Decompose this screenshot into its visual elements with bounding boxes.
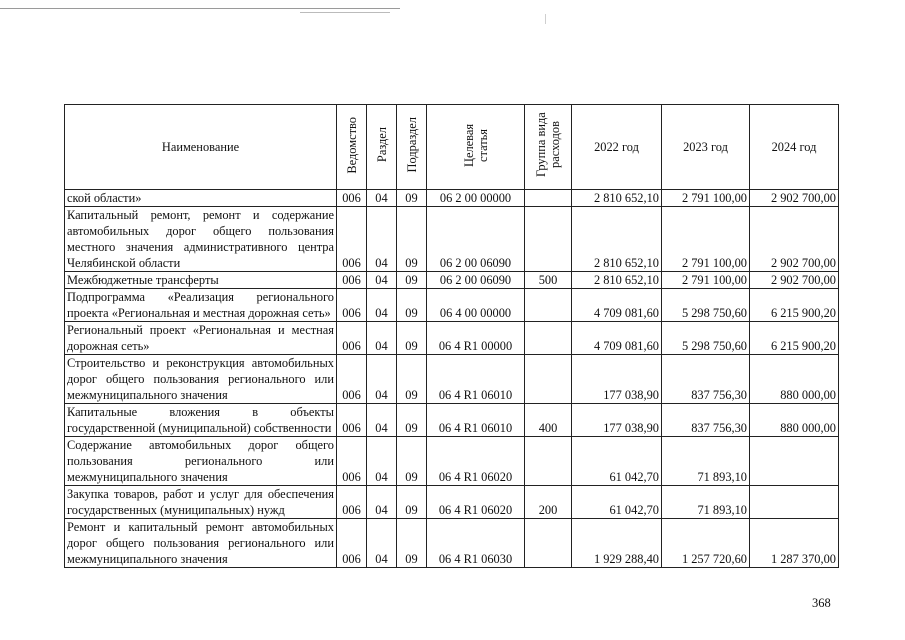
cell-razdel: 04: [367, 486, 397, 519]
cell-name: Региональный проект «Региональная и местная дорожная сеть»: [65, 322, 337, 355]
cell-name: Содержание автомобильных дорог общего пользования регионального или межмуниципального значения: [65, 437, 337, 486]
cell-razdel: 04: [367, 272, 397, 289]
cell-name: Капитальные вложения в объекты государственной (муниципальной) собственности: [65, 404, 337, 437]
budget-table: [64, 104, 839, 568]
cell-2022: 2 810 652,10: [572, 190, 662, 207]
cell-name: Подпрограмма «Реализация регионального проекта «Региональная и местная дорожная сеть»: [65, 289, 337, 322]
header-year-2024: 2024 год: [750, 105, 839, 190]
cell-2023: 837 756,30: [662, 404, 750, 437]
cell-2024: 880 000,00: [750, 404, 839, 437]
cell-razdel: 04: [367, 289, 397, 322]
cell-podrazdel: 09: [397, 404, 427, 437]
cell-podrazdel: 09: [397, 486, 427, 519]
cell-gruppa: 400: [525, 404, 572, 437]
cell-gruppa: 200: [525, 486, 572, 519]
cell-celevaya: 06 4 R1 06010: [427, 404, 525, 437]
cell-podrazdel: 09: [397, 289, 427, 322]
cell-vedomstvo: 006: [337, 322, 367, 355]
cell-podrazdel: 09: [397, 272, 427, 289]
header-year-2022: 2022 год: [572, 105, 662, 190]
cell-razdel: 04: [367, 519, 397, 568]
cell-gruppa: [525, 519, 572, 568]
header-podrazdel: Подраздел: [397, 105, 427, 190]
table-row: [65, 322, 839, 355]
cell-gruppa: [525, 207, 572, 272]
cell-vedomstvo: 006: [337, 519, 367, 568]
header-celevaya-statya: Целевая статья: [427, 105, 525, 190]
cell-celevaya: 06 4 R1 00000: [427, 322, 525, 355]
cell-podrazdel: 09: [397, 207, 427, 272]
header-gruppa-vida-rashodov: Группа вида расходов: [525, 105, 572, 190]
cell-celevaya: 06 4 R1 06020: [427, 486, 525, 519]
cell-name: Строительство и реконструкция автомобильных дорог общего пользования регионального или межмуниципального значения: [65, 355, 337, 404]
cell-vedomstvo: 006: [337, 404, 367, 437]
table-row: [65, 486, 839, 519]
cell-vedomstvo: 006: [337, 437, 367, 486]
scan-artifact-mark: [545, 14, 546, 24]
page-number: 368: [812, 596, 831, 610]
cell-2024: 1 287 370,00: [750, 519, 839, 568]
cell-gruppa: [525, 190, 572, 207]
cell-2023: 71 893,10: [662, 437, 750, 486]
cell-2022: 177 038,90: [572, 404, 662, 437]
cell-celevaya: 06 2 00 06090: [427, 272, 525, 289]
cell-2024: 6 215 900,20: [750, 322, 839, 355]
cell-celevaya: 06 4 00 00000: [427, 289, 525, 322]
cell-vedomstvo: 006: [337, 355, 367, 404]
cell-2024: 880 000,00: [750, 355, 839, 404]
header-vedomstvo: Ведомство: [337, 105, 367, 190]
cell-2022: 177 038,90: [572, 355, 662, 404]
cell-podrazdel: 09: [397, 355, 427, 404]
cell-2023: 5 298 750,60: [662, 322, 750, 355]
cell-podrazdel: 09: [397, 322, 427, 355]
cell-2022: 2 810 652,10: [572, 272, 662, 289]
cell-razdel: 04: [367, 437, 397, 486]
cell-2023: 2 791 100,00: [662, 190, 750, 207]
cell-vedomstvo: 006: [337, 190, 367, 207]
table-row: [65, 272, 839, 289]
cell-gruppa: [525, 355, 572, 404]
header-year-2023: 2023 год: [662, 105, 750, 190]
scan-artifact-line: [300, 12, 390, 13]
cell-name: ской области»: [65, 190, 337, 207]
cell-vedomstvo: 006: [337, 486, 367, 519]
cell-2024: 2 902 700,00: [750, 207, 839, 272]
cell-2022: 4 709 081,60: [572, 322, 662, 355]
cell-podrazdel: 09: [397, 519, 427, 568]
cell-celevaya: 06 4 R1 06030: [427, 519, 525, 568]
table-row: [65, 355, 839, 404]
cell-2023: 2 791 100,00: [662, 207, 750, 272]
cell-2022: 61 042,70: [572, 437, 662, 486]
table-row: [65, 519, 839, 568]
cell-name: Закупка товаров, работ и услуг для обеспечения государственных (муниципальных) нужд: [65, 486, 337, 519]
cell-razdel: 04: [367, 404, 397, 437]
header-razdel: Раздел: [367, 105, 397, 190]
cell-vedomstvo: 006: [337, 207, 367, 272]
table-row: [65, 190, 839, 207]
cell-name: Ремонт и капитальный ремонт автомобильных дорог общего пользования регионального или межмуниципального значения: [65, 519, 337, 568]
cell-2022: 61 042,70: [572, 486, 662, 519]
table-header-row: [65, 105, 839, 190]
cell-razdel: 04: [367, 190, 397, 207]
cell-2022: 4 709 081,60: [572, 289, 662, 322]
cell-2023: 5 298 750,60: [662, 289, 750, 322]
header-name: Наименование: [65, 105, 337, 190]
cell-celevaya: 06 2 00 00000: [427, 190, 525, 207]
cell-2023: 2 791 100,00: [662, 272, 750, 289]
cell-name: Капитальный ремонт, ремонт и содержание автомобильных дорог общего пользования местного значения административного центра Челябинской области: [65, 207, 337, 272]
cell-gruppa: [525, 437, 572, 486]
cell-2023: 837 756,30: [662, 355, 750, 404]
cell-2024: 2 902 700,00: [750, 272, 839, 289]
cell-2024: [750, 486, 839, 519]
cell-vedomstvo: 006: [337, 289, 367, 322]
cell-vedomstvo: 006: [337, 272, 367, 289]
cell-podrazdel: 09: [397, 437, 427, 486]
cell-2022: 2 810 652,10: [572, 207, 662, 272]
cell-name: Межбюджетные трансферты: [65, 272, 337, 289]
cell-razdel: 04: [367, 322, 397, 355]
table-row: [65, 289, 839, 322]
cell-razdel: 04: [367, 207, 397, 272]
cell-celevaya: 06 4 R1 06010: [427, 355, 525, 404]
cell-gruppa: [525, 289, 572, 322]
cell-razdel: 04: [367, 355, 397, 404]
cell-celevaya: 06 4 R1 06020: [427, 437, 525, 486]
cell-2022: 1 929 288,40: [572, 519, 662, 568]
cell-2024: [750, 437, 839, 486]
cell-2024: 6 215 900,20: [750, 289, 839, 322]
table-row: [65, 207, 839, 272]
cell-celevaya: 06 2 00 06090: [427, 207, 525, 272]
cell-podrazdel: 09: [397, 190, 427, 207]
cell-gruppa: [525, 322, 572, 355]
table-row: [65, 404, 839, 437]
scan-artifact-line: [0, 8, 400, 9]
cell-2023: 71 893,10: [662, 486, 750, 519]
table-row: [65, 437, 839, 486]
cell-2024: 2 902 700,00: [750, 190, 839, 207]
cell-2023: 1 257 720,60: [662, 519, 750, 568]
cell-gruppa: 500: [525, 272, 572, 289]
